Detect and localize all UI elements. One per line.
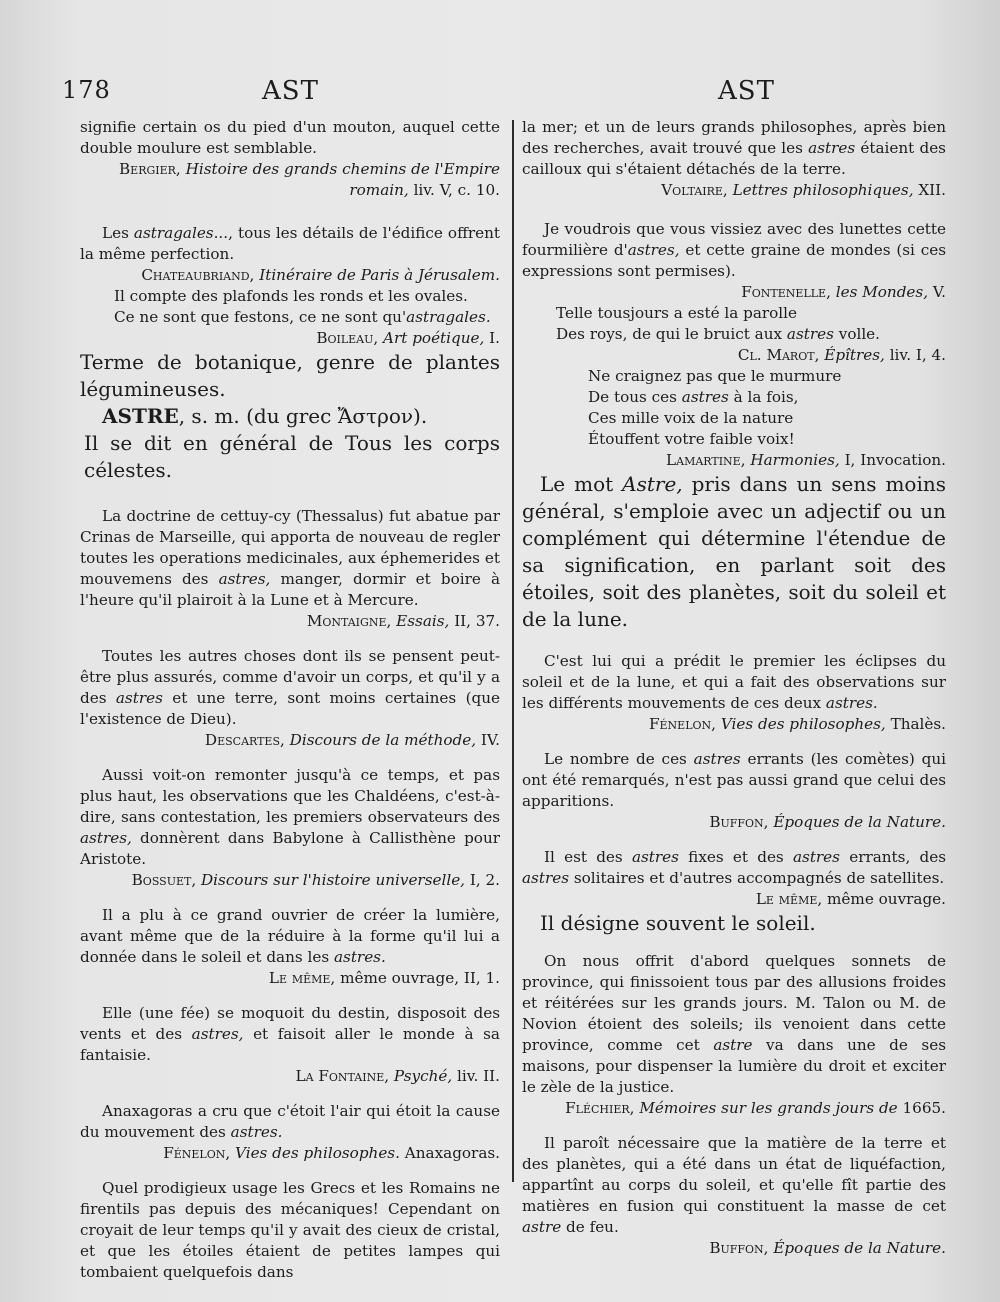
citation: Buffon, Époques de la Nature. (709, 813, 946, 831)
quote-text: Il paroît nécessaire que la matière de la terre et des planètes, qui a été dans un état de liquéfaction, appartînt au corps du soleil, et qu'elle fît partie des matières en fusion qui constituent la masse de cet astre de feu. (522, 1134, 946, 1236)
quote-text: Aussi voit-on remonter jusqu'à ce temps, et pas plus haut, les observations que les Chaldéens, c'est-à-dire, sans contestation, les premiers observateurs des astres, donnèrent dans Babylone à Callisthène pour Aristote. (80, 766, 500, 868)
left-column (80, 117, 500, 1283)
definition: Il se dit en général de Tous les corps célestes. (84, 431, 500, 482)
column-divider (512, 120, 514, 1182)
left-running-head: AST (262, 76, 319, 106)
quote-text: Il est des astres fixes et des astres errants, des astres solitaires et d'autres accompagnés de satellites. (522, 848, 947, 887)
quote-text: Je voudrois que vous vissiez avec des lunettes cette fourmilière d'astres, et cette graine de mondes (si ces expressions sont permises). (522, 220, 946, 280)
verse-quote: Telle tousjours a esté la parolle Des roys, de qui le bruict aux astres volle. (556, 304, 880, 343)
quote-text: Le nombre de ces astres errants (les comètes) qui ont été remarqués, n'est pas aussi grand que celui des apparitions. (522, 750, 946, 810)
verse-quote: Il compte des plafonds les ronds et les ovales. Ce ne sont que festons, ce ne sont qu'astragales. (114, 287, 491, 326)
citation: Lamartine, Harmonies, I, Invocation. (666, 451, 946, 469)
quote-text: la mer; et un de leurs grands philosophes, après bien des recherches, avait trouvé que les astres étaient des cailloux qui s'étaient détachés de la terre. (522, 118, 946, 178)
sense-heading: Il désigne souvent le soleil. (540, 911, 816, 935)
quote-text: Anaxagoras a cru que c'étoit l'air qui étoit la cause du mouvement des astres. (80, 1102, 500, 1141)
citation: Le même, même ouvrage. (755, 890, 946, 908)
citation: Bossuet, Discours sur l'histoire universelle, I, 2. (131, 871, 500, 889)
quote-text: Toutes les autres choses dont ils se pensent peut-être plus assurés, comme d'avoir un corps, et qu'il y a des astres et une terre, sont moins certaines (que l'existence de Dieu). (80, 647, 500, 728)
citation: Fénelon, Vies des philosophes. Anaxagoras. (163, 1144, 500, 1162)
citation: Montaigne, Essais, II, 37. (306, 612, 500, 630)
citation: Cl. Marot, Épîtres, liv. I, 4. (737, 346, 946, 364)
verse-quote: Ne craignez pas que le murmure De tous ces astres à la fois, Ces mille voix de la nature Étouffent votre faible voix! (588, 367, 842, 448)
citation: La Fontaine, Psyché, liv. II. (295, 1067, 500, 1085)
quote-text: La doctrine de cettuy-cy (Thessalus) fut abatue par Crinas de Marseille, qui apporta de nouveau de regler toutes les operations medicinales, aux éphemerides et mouvemens des astres, manger, dormir et boire à l'heure qu'il plairoit à la Lune et à Mercure. (80, 507, 500, 609)
entry-headword: ASTRE, s. m. (du grec Ἄστρον). (102, 404, 428, 428)
sense-heading: Le mot Astre, pris dans un sens moins général, s'emploie avec un adjectif ou un complément qui détermine l'étendue de sa signification, en parlant soit des étoiles, soit des planètes, soit du soleil et de la lune. (522, 472, 947, 631)
citation: Boileau, Art poétique, I. (316, 329, 500, 347)
citation: Fénelon, Vies des philosophes, Thalès. (648, 715, 946, 733)
page-number: 178 (62, 76, 111, 104)
right-column (522, 117, 946, 1259)
quote-text: Les astragales..., tous les détails de l'édifice offrent la même perfection. (80, 224, 500, 263)
quote-text: On nous offrit d'abord quelques sonnets de province, qui finissoient tous par des allusions froides et réitérées sur les grands jours. M. Talon ou M. de Novion étoient des soleils; ils venoient dans cette province, comme cet astre va dans une de ses maisons, pour dispenser la lumière du droit et exciter le zèle de la justice. (522, 952, 947, 1096)
quote-text: Il a plu à ce grand ouvrier de créer la lumière, avant même que de la réduire à la forme qu'il lui a donnée dans le soleil et dans les astres. (80, 906, 500, 966)
citation: Fléchier, Mémoires sur les grands jours de 1665. (565, 1099, 946, 1117)
citation: Voltaire, Lettres philosophiques, XII. (661, 181, 946, 199)
sense-heading: Terme de botanique, genre de plantes légumineuses. (80, 350, 500, 401)
citation: Le même, même ouvrage, II, 1. (268, 969, 500, 987)
citation: Buffon, Époques de la Nature. (709, 1239, 946, 1257)
citation: Chateaubriand, Itinéraire de Paris à Jérusalem. (141, 266, 500, 284)
quote-text: Quel prodigieux usage les Grecs et les Romains ne firentils pas depuis des mécaniques! Cependant on croyait de leur temps qu'il y avait des cieux de cristal, et que les étoiles étaient de petites lampes qui tombaient quelquefois dans (80, 1179, 500, 1281)
citation: Bergier, Histoire des grands chemins de l'Empire romain, liv. V, c. 10. (119, 160, 500, 199)
quote-text: Elle (une fée) se moquoit du destin, disposoit des vents et des astres, et faisoit aller le monde à sa fantaisie. (80, 1004, 500, 1064)
citation: Fontenelle, les Mondes, V. (741, 283, 946, 301)
quote-text: C'est lui qui a prédit le premier les éclipses du soleil et de la lune, et qui a fait des observations sur les différents mouvements de ces deux astres. (522, 652, 946, 712)
right-running-head: AST (718, 76, 775, 106)
citation: Descartes, Discours de la méthode, IV. (204, 731, 500, 749)
quote-text: signifie certain os du pied d'un mouton, auquel cette double moulure est semblable. (80, 118, 500, 157)
